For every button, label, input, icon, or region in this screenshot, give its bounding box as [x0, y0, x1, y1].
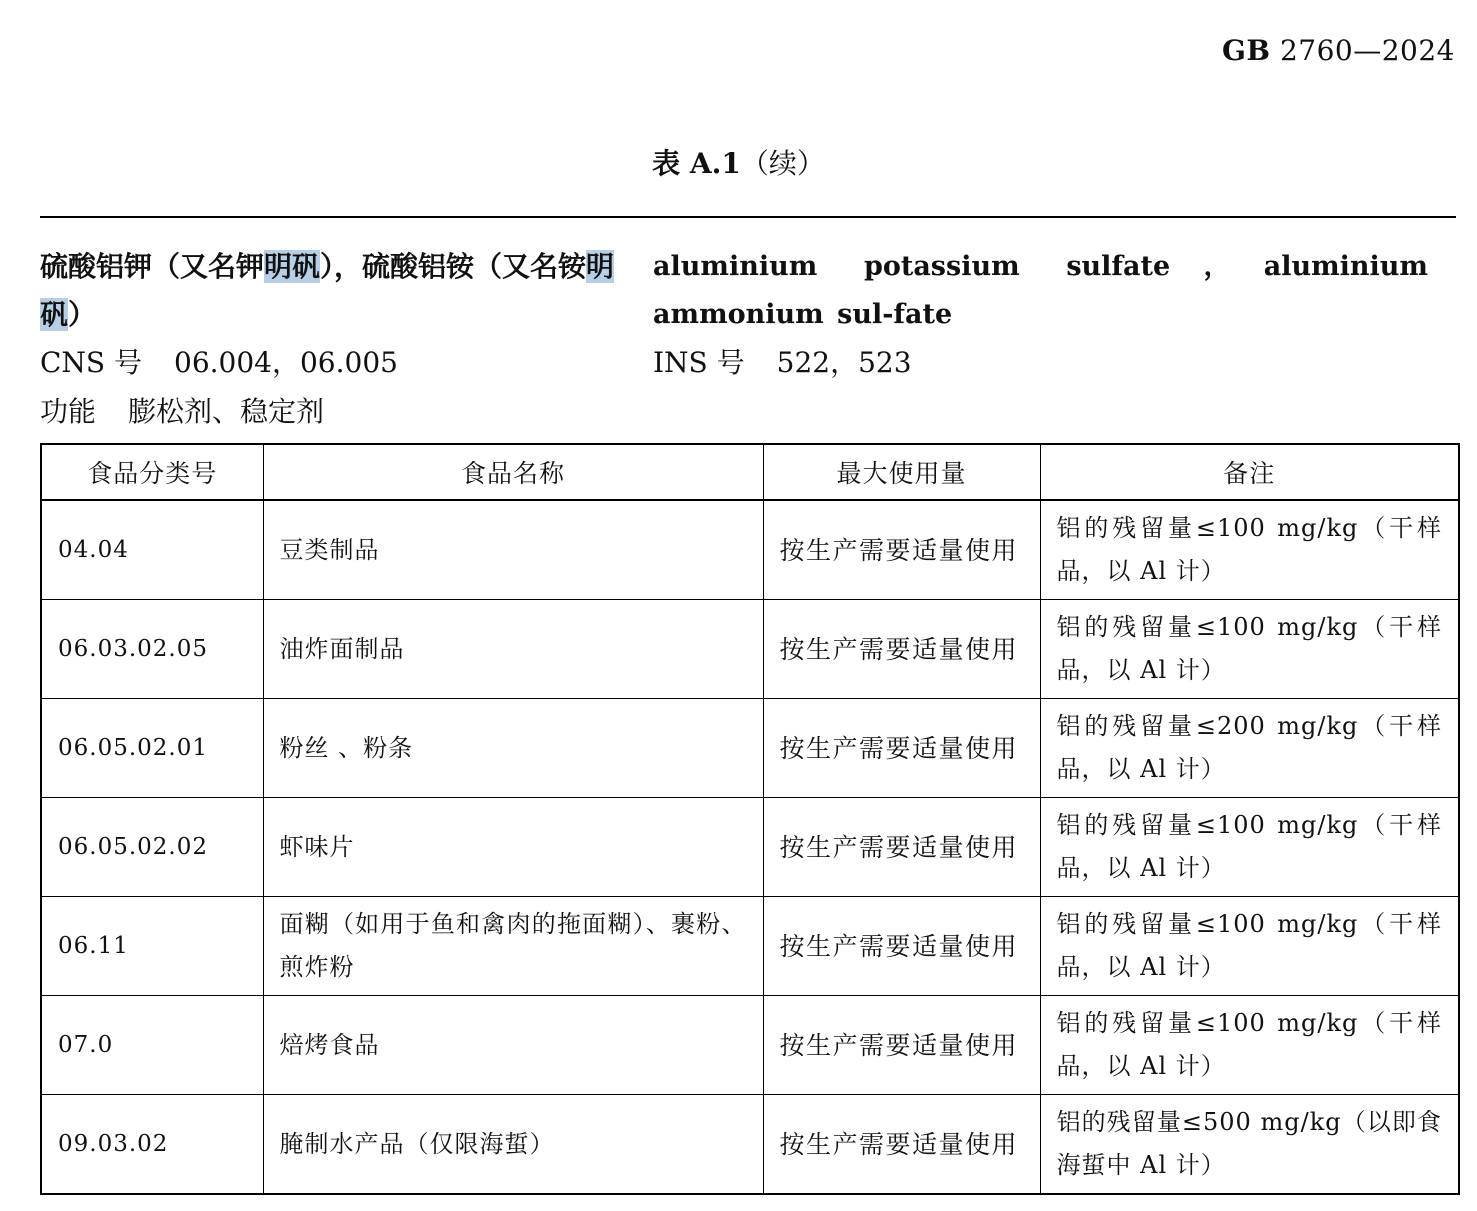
max-usage-cell: 按生产需要适量使用 [763, 996, 1040, 1095]
food-code-cell: 09.03.02 [41, 1095, 263, 1195]
table-row [41, 699, 1459, 798]
function-value: 膨松剂、稳定剂 [128, 395, 325, 428]
remark-cell: 铝的残留量≤500 mg/kg（以即食海蜇中 Al 计） [1040, 1095, 1459, 1195]
top-rule [40, 216, 1456, 218]
standard-prefix: GB [1222, 34, 1271, 67]
name-cn-part: ），硫酸铝铵（又名铵 [320, 250, 587, 283]
food-name-cell: 腌制水产品（仅限海蜇） [263, 1095, 763, 1195]
food-name-cell: 油炸面制品 [263, 600, 763, 699]
additive-name-cn [40, 243, 630, 339]
name-cn-part: ） [68, 298, 97, 331]
table-row [41, 897, 1459, 996]
food-name-cell: 面糊（如用于鱼和禽肉的拖面糊）、裹粉、煎炸粉 [263, 897, 763, 996]
function-label: 功能 [40, 395, 97, 428]
header-remarks: 备注 [1040, 444, 1459, 500]
max-usage-cell: 按生产需要适量使用 [763, 500, 1040, 600]
food-code-cell: 06.05.02.02 [41, 798, 263, 897]
standard-number: 2760—2024 [1279, 34, 1455, 67]
name-cn-highlight: 明矾 [40, 250, 615, 331]
table-row [41, 798, 1459, 897]
remark-cell: 铝的残留量≤100 mg/kg（干样品，以 Al 计） [1040, 500, 1459, 600]
table-row [41, 600, 1459, 699]
function-line [40, 388, 324, 436]
food-name-cell: 豆类制品 [263, 500, 763, 600]
remark-cell: 铝的残留量≤200 mg/kg（干样品，以 Al 计） [1040, 699, 1459, 798]
cns-label: CNS 号 [40, 346, 143, 379]
max-usage-cell: 按生产需要适量使用 [763, 699, 1040, 798]
food-code-cell: 06.11 [41, 897, 263, 996]
name-cn-part: 硫酸铝钾（又名钾 [40, 250, 265, 283]
food-code-cell: 07.0 [41, 996, 263, 1095]
standard-code [1222, 34, 1455, 67]
food-code-cell: 06.03.02.05 [41, 600, 263, 699]
ins-value: 522，523 [776, 346, 912, 379]
name-cn-highlight: 明矾 [264, 250, 321, 283]
table-row [41, 996, 1459, 1095]
table-row [41, 1095, 1459, 1195]
food-name-cell: 焙烤食品 [263, 996, 763, 1095]
remark-cell: 铝的残留量≤100 mg/kg（干样品，以 Al 计） [1040, 600, 1459, 699]
max-usage-cell: 按生产需要适量使用 [763, 1095, 1040, 1195]
remark-cell: 铝的残留量≤100 mg/kg（干样品，以 Al 计） [1040, 996, 1459, 1095]
max-usage-cell: 按生产需要适量使用 [763, 798, 1040, 897]
max-usage-cell: 按生产需要适量使用 [763, 600, 1040, 699]
ins-line [653, 339, 912, 387]
remark-cell: 铝的残留量≤100 mg/kg（干样品，以 Al 计） [1040, 798, 1459, 897]
header-max-usage: 最大使用量 [763, 444, 1040, 500]
max-usage-cell: 按生产需要适量使用 [763, 897, 1040, 996]
caption-suffix: （续） [740, 147, 825, 180]
cns-line [40, 339, 398, 387]
header-food-code: 食品分类号 [41, 444, 263, 500]
table-row [41, 500, 1459, 600]
table-header-row [41, 444, 1459, 500]
food-code-cell: 06.05.02.01 [41, 699, 263, 798]
remark-cell: 铝的残留量≤100 mg/kg（干样品，以 Al 计） [1040, 897, 1459, 996]
caption-label: 表 A.1 [652, 147, 741, 180]
additive-name-en: aluminium potassium sulfate，aluminium ammonium sul-fate [653, 251, 1428, 330]
cns-value: 06.004，06.005 [174, 346, 398, 379]
ins-label: INS 号 [653, 346, 745, 379]
food-name-cell: 虾味片 [263, 798, 763, 897]
usage-table [40, 443, 1460, 1195]
table-caption [0, 142, 1477, 182]
header-food-name: 食品名称 [263, 444, 763, 500]
food-code-cell: 04.04 [41, 500, 263, 600]
food-name-cell: 粉丝 、粉条 [263, 699, 763, 798]
